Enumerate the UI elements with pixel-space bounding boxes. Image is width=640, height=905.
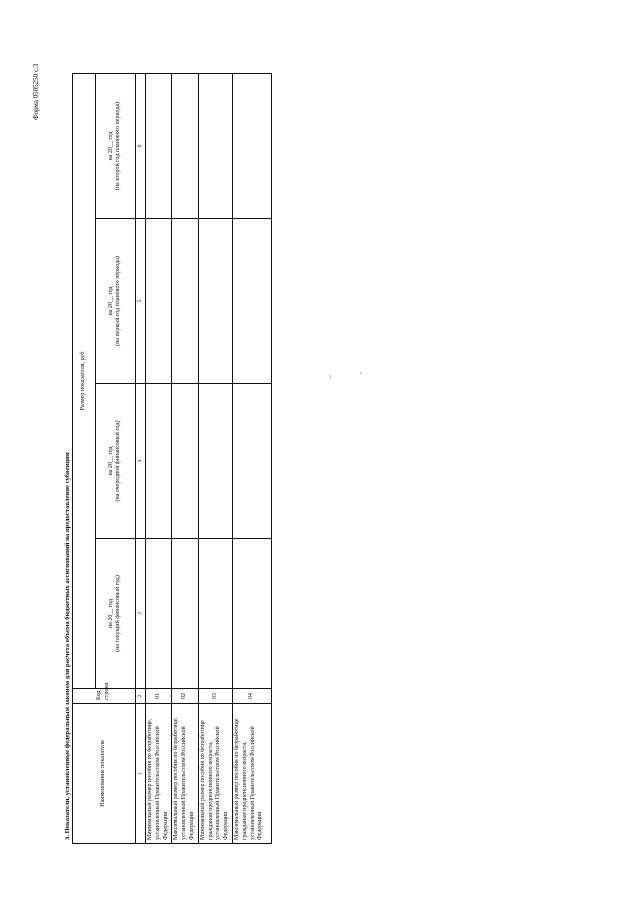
header-year-3-line2: (на первый год планового периода) — [115, 256, 122, 346]
value-cell[interactable] — [233, 219, 272, 384]
value-cell[interactable] — [198, 539, 232, 689]
header-code: Код строки — [73, 689, 136, 704]
value-cell[interactable] — [198, 384, 232, 539]
column-number: 3 — [135, 539, 145, 689]
value-cell[interactable] — [233, 73, 272, 218]
column-number: 6 — [135, 73, 145, 218]
header-year-1-line1: на 20__ год — [107, 598, 114, 629]
value-cell[interactable] — [198, 219, 232, 384]
value-cell[interactable] — [146, 73, 172, 218]
header-year-2 — [96, 384, 136, 539]
value-cell[interactable] — [233, 384, 272, 539]
header-year-2-line2: (на очередной финансовый год) — [115, 420, 122, 502]
table-row — [198, 73, 232, 843]
header-row-1 — [73, 73, 96, 843]
header-year-3-line1: на 20__ год — [107, 286, 114, 316]
row-name: Минимальный размер пособия по безработице гражданам предпенсионного возраста, установленный Правительством Российской Федерации — [198, 704, 232, 844]
table-row — [233, 73, 272, 843]
indicators-table — [72, 73, 272, 844]
value-cell[interactable] — [198, 73, 232, 218]
header-year-3 — [96, 219, 136, 384]
column-number: 5 — [135, 219, 145, 384]
header-year-4 — [96, 73, 136, 218]
header-year-1 — [96, 539, 136, 689]
table-row — [146, 73, 172, 843]
header-year-2-line1: на 20__ год — [107, 446, 114, 476]
row-name: Максимальный размер пособия по безработице, установленный Правительством Российской Федерации — [172, 704, 198, 844]
value-cell[interactable] — [172, 219, 198, 384]
row-code: 02 — [172, 689, 198, 704]
value-cell[interactable] — [172, 539, 198, 689]
value-cell[interactable] — [172, 73, 198, 218]
row-code: 01 — [146, 689, 172, 704]
header-name: Наименование показателя — [73, 704, 136, 844]
section-title: 3. Показатели, установленные федеральным законом для расчета объема бюджетных ассигнований на предоставление субвенции — [64, 452, 71, 840]
row-name: Максимальный размер пособия по безработице гражданам предпенсионного возраста, установленный Правительством Российской Федерации — [233, 704, 272, 844]
value-cell[interactable] — [172, 384, 198, 539]
row-name: Минимальный размер пособия по безработице, установленный Правительством Российской Федерации — [146, 704, 172, 844]
form-code: Форма 0505250 с.3 — [32, 63, 40, 120]
column-number: 1 — [135, 704, 145, 844]
row-code: 04 — [233, 689, 272, 704]
header-year-1-line2: (на текущий финансовый год) — [115, 575, 122, 652]
rotated-form-page — [30, 30, 620, 860]
table-row — [172, 73, 198, 843]
value-cell[interactable] — [146, 219, 172, 384]
header-year-4-line2: (на второй год планового периода) — [115, 101, 122, 191]
column-number: 4 — [135, 384, 145, 539]
value-cell[interactable] — [146, 539, 172, 689]
header-size-group: Размер показателя, руб — [73, 73, 96, 688]
value-cell[interactable] — [146, 384, 172, 539]
column-number-row — [135, 73, 145, 843]
row-code: 03 — [198, 689, 232, 704]
scan-speck — [360, 372, 362, 374]
column-number: 2 — [135, 689, 145, 704]
value-cell[interactable] — [233, 539, 272, 689]
header-year-4-line1: на 20__ год — [107, 131, 114, 161]
scan-speck — [330, 375, 331, 378]
